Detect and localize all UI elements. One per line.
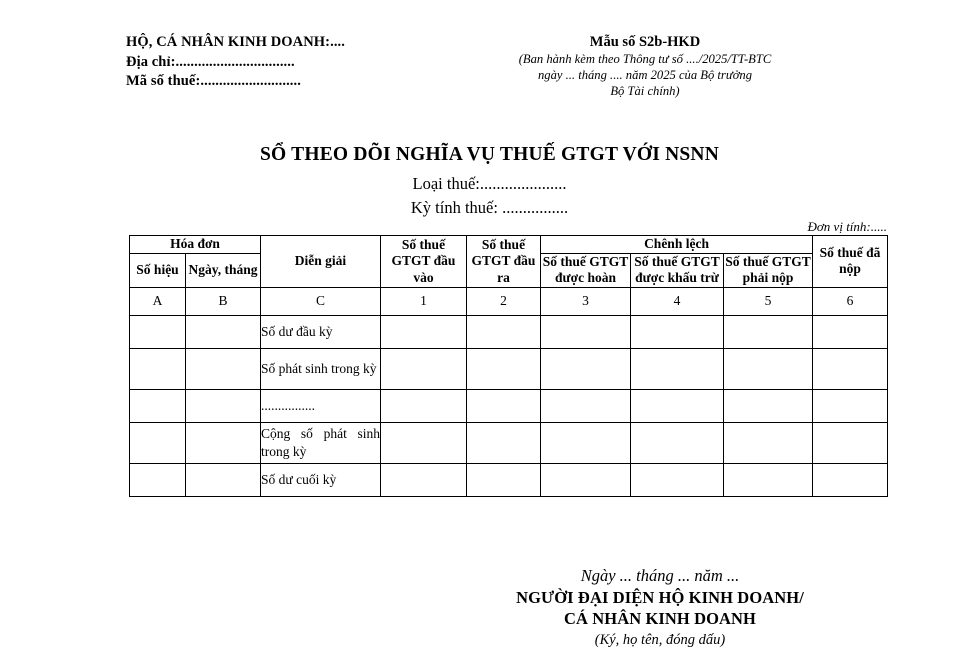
column-header-invoice-number: Số hiệu (130, 253, 186, 287)
signature-role-line-1: NGƯỜI ĐẠI DIỆN HỘ KINH DOANH/ (516, 588, 804, 607)
cell-deductible-vat[interactable] (631, 315, 724, 348)
table-group-header-row (130, 236, 888, 254)
cell-deductible-vat[interactable] (631, 348, 724, 389)
cell-paid-vat[interactable] (813, 348, 888, 389)
tax-period-line: Kỳ tính thuế: ................ (410, 198, 569, 217)
business-name-line: HỘ, CÁ NHÂN KINH DOANH:.... (126, 34, 345, 50)
cell-invoice-date[interactable] (186, 389, 261, 422)
vat-tracking-table (129, 235, 888, 497)
cell-invoice-number[interactable] (130, 463, 186, 496)
column-header-payable-vat: Số thuế GTGT phải nộp (725, 253, 811, 285)
table-column-code-row (130, 287, 888, 315)
cell-paid-vat[interactable] (813, 389, 888, 422)
cell-invoice-date[interactable] (186, 463, 261, 496)
group-header-difference: Chênh lệch (541, 236, 813, 254)
document-title: SỔ THEO DÕI NGHĨA VỤ THUẾ GTGT VỚI NSNN (260, 144, 719, 165)
table-row (130, 315, 888, 348)
cell-output-vat[interactable] (467, 389, 541, 422)
column-code-6: 6 (813, 287, 888, 315)
cell-refunded-vat[interactable] (541, 389, 631, 422)
cell-input-vat[interactable] (381, 463, 467, 496)
row-label-closing-balance: Số dư cuối kỳ (261, 463, 381, 496)
column-code-3: 3 (541, 287, 631, 315)
cell-payable-vat[interactable] (724, 463, 813, 496)
cell-payable-vat[interactable] (724, 422, 813, 463)
form-issue-line-1: (Ban hành kèm theo Thông tư số ..../2025/TT-BTC (518, 52, 772, 66)
cell-payable-vat[interactable] (724, 348, 813, 389)
table-row (130, 463, 888, 496)
column-code-4: 4 (631, 287, 724, 315)
table-row (130, 348, 888, 389)
cell-deductible-vat[interactable] (631, 389, 724, 422)
signature-block (450, 565, 870, 651)
cell-deductible-vat[interactable] (631, 463, 724, 496)
column-code-1: 1 (381, 287, 467, 315)
cell-invoice-date[interactable] (186, 348, 261, 389)
column-header-description: Diễn giải (261, 236, 381, 288)
cell-input-vat[interactable] (381, 348, 467, 389)
column-header-refunded-vat: Số thuế GTGT được hoàn (541, 253, 631, 287)
cell-paid-vat[interactable] (813, 463, 888, 496)
cell-input-vat[interactable] (381, 422, 467, 463)
cell-payable-vat[interactable] (724, 315, 813, 348)
column-code-c: C (261, 287, 381, 315)
cell-invoice-date[interactable] (186, 315, 261, 348)
unit-of-measure-note: Đơn vị tính:..... (807, 219, 887, 234)
signature-date-line: Ngày ... tháng ... năm ... (580, 566, 740, 585)
tax-type-line: Loại thuế:..................... (412, 174, 567, 193)
form-issue-line-3: Bộ Tài chính) (610, 84, 680, 99)
row-label-ellipsis: ................ (261, 389, 381, 422)
cell-refunded-vat[interactable] (541, 463, 631, 496)
row-label-period-arising: Số phát sinh trong kỳ (261, 348, 381, 389)
cell-paid-vat[interactable] (813, 315, 888, 348)
cell-invoice-number[interactable] (130, 422, 186, 463)
business-address-line: Địa chỉ:................................ (126, 53, 295, 70)
cell-output-vat[interactable] (467, 463, 541, 496)
cell-output-vat[interactable] (467, 315, 541, 348)
cell-input-vat[interactable] (381, 389, 467, 422)
cell-refunded-vat[interactable] (541, 348, 631, 389)
column-code-a: A (130, 287, 186, 315)
group-header-invoice: Hóa đơn (130, 236, 261, 254)
cell-paid-vat[interactable] (813, 422, 888, 463)
cell-refunded-vat[interactable] (541, 315, 631, 348)
column-header-deductible-vat: Số thuế GTGT được khấu trừ (631, 253, 724, 287)
cell-invoice-number[interactable] (130, 315, 186, 348)
cell-refunded-vat[interactable] (541, 422, 631, 463)
column-header-output-vat: Số thuế GTGT đầu ra (467, 236, 541, 288)
signature-instruction: (Ký, họ tên, đóng dấu) (594, 632, 726, 648)
column-code-b: B (186, 287, 261, 315)
business-identity-block (126, 33, 345, 92)
cell-deductible-vat[interactable] (631, 422, 724, 463)
column-header-paid-vat: Số thuế đã nộp (813, 236, 888, 288)
row-label-total-arising: Cộng số phát sinh trong kỳ (261, 422, 381, 463)
cell-output-vat[interactable] (467, 348, 541, 389)
column-code-2: 2 (467, 287, 541, 315)
table-row (130, 422, 888, 463)
cell-payable-vat[interactable] (724, 389, 813, 422)
signature-role-line-2: CÁ NHÂN KINH DOANH (563, 609, 756, 628)
form-issue-line-2: ngày ... tháng .... năm 2025 của Bộ trưởng (537, 68, 753, 83)
cell-invoice-number[interactable] (130, 348, 186, 389)
cell-invoice-number[interactable] (130, 389, 186, 422)
table-row (130, 389, 888, 422)
column-header-invoice-date: Ngày, tháng (186, 253, 261, 287)
column-code-5: 5 (724, 287, 813, 315)
business-tax-code-line: Mã số thuế:........................... (126, 73, 301, 89)
cell-input-vat[interactable] (381, 315, 467, 348)
form-number-block (480, 33, 810, 100)
cell-invoice-date[interactable] (186, 422, 261, 463)
form-number: Mẫu số S2b-HKD (589, 34, 701, 50)
column-header-input-vat: Số thuế GTGT đầu vào (381, 236, 467, 288)
row-label-opening-balance: Số dư đầu kỳ (261, 315, 381, 348)
cell-output-vat[interactable] (467, 422, 541, 463)
document-header-band (0, 0, 979, 115)
